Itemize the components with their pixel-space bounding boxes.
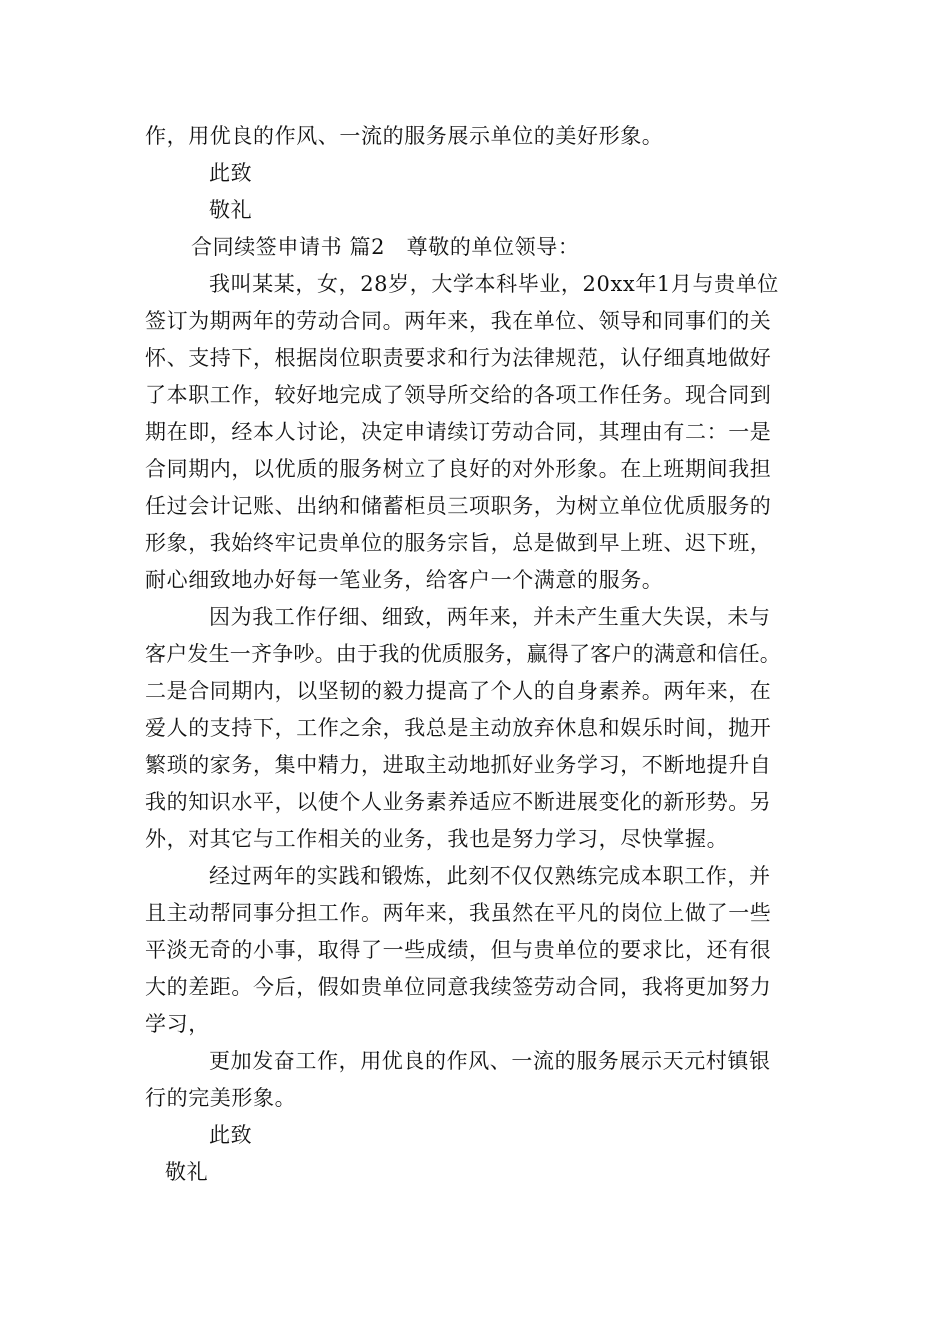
closing-regards: 敬礼 <box>165 1160 209 1184</box>
text-line: 爱人的支持下，工作之余，我总是主动放弃休息和娱乐时间，抛开 <box>145 716 772 740</box>
text-line: 客户发生一齐争吵。由于我的优质服务，赢得了客户的满意和信任。 <box>145 642 781 666</box>
text-line: 平淡无奇的小事，取得了一些成绩，但与贵单位的要求比，还有很 <box>145 938 772 962</box>
text-line: 了本职工作，较好地完成了领导所交给的各项工作任务。现合同到 <box>145 383 772 407</box>
text-line: 学习， <box>145 1012 210 1036</box>
text-line: 签订为期两年的劳动合同。两年来，我在单位、领导和同事们的关 <box>145 309 772 333</box>
closing-regards: 敬礼 <box>209 198 253 222</box>
closing-salutation: 此致 <box>209 161 253 185</box>
text-line: 合同期内，以优质的服务树立了良好的对外形象。在上班期间我担 <box>145 457 772 481</box>
text-line: 形象，我始终牢记贵单位的服务宗旨，总是做到早上班、迟下班， <box>145 531 772 555</box>
text-line: 期在即，经本人讨论，决定申请续订劳动合同，其理由有二：一是 <box>145 420 772 444</box>
text-line: 行的完美形象。 <box>145 1086 297 1110</box>
closing-salutation: 此致 <box>209 1123 253 1147</box>
paragraph-start: 经过两年的实践和锻炼，此刻不仅仅熟练完成本职工作，并 <box>209 864 771 888</box>
text-line: 大的差距。今后，假如贵单位同意我续签劳动合同，我将更加努力 <box>145 975 772 999</box>
paragraph-start: 我叫某某，女，28岁，大学本科毕业，20xx年1月与贵单位 <box>209 272 779 296</box>
text-line: 二是合同期内，以坚韧的毅力提高了个人的自身素养。两年来，在 <box>145 679 772 703</box>
section-heading: 合同续签申请书 篇2 尊敬的单位领导： <box>191 235 580 259</box>
text-line: 繁琐的家务，集中精力，进取主动地抓好业务学习，不断地提升自 <box>145 753 772 777</box>
text-line: 我的知识水平，以使个人业务素养适应不断进展变化的新形势。另 <box>145 790 772 814</box>
text-line: 且主动帮同事分担工作。两年来，我虽然在平凡的岗位上做了一些 <box>145 901 772 925</box>
paragraph-start: 因为我工作仔细、细致，两年来，并未产生重大失误，未与 <box>209 605 771 629</box>
text-line: 怀、支持下，根据岗位职责要求和行为法律规范，认仔细真地做好 <box>145 346 772 370</box>
paragraph-start: 更加发奋工作，用优良的作风、一流的服务展示天元村镇银 <box>209 1049 771 1073</box>
text-line: 外，对其它与工作相关的业务，我也是努力学习，尽快掌握。 <box>145 827 729 851</box>
document-body <box>145 118 810 1191</box>
text-line: 耐心细致地办好每一笔业务，给客户一个满意的服务。 <box>145 568 664 592</box>
text-line: 任过会计记账、出纳和储蓄柜员三项职务，为树立单位优质服务的 <box>145 494 772 518</box>
text-line: 作，用优良的作风、一流的服务展示单位的美好形象。 <box>145 124 664 148</box>
